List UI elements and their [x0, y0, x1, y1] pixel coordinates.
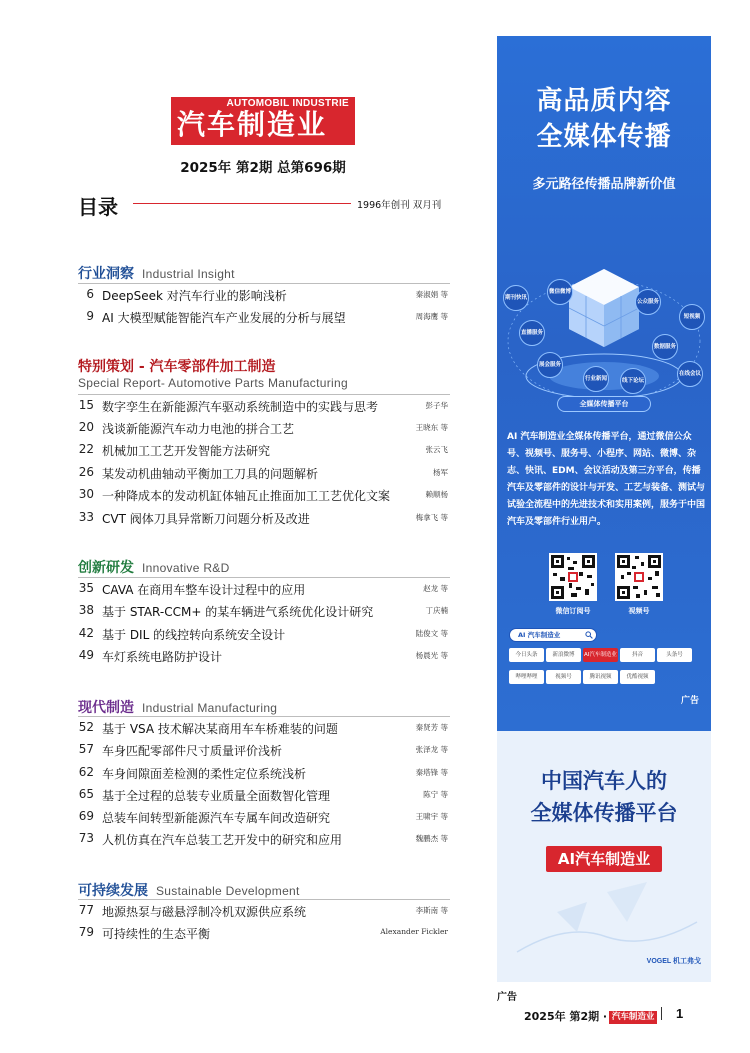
toc-entry[interactable] [78, 420, 450, 438]
qr-caption-video: 视频号 [628, 607, 650, 615]
article-title: 地源热泵与磁悬浮制冷机双源供应系统 [102, 905, 307, 919]
page-number: 52 [78, 720, 94, 734]
ad-mark: 广告 [680, 696, 699, 706]
article-title: 车身匹配零部件尺寸质量评价浅析 [102, 744, 283, 758]
section-title-cn: 创新研发 [78, 560, 134, 576]
toc-entry[interactable] [78, 925, 450, 943]
logo-english: AUTOMOBIL INDUSTRIE [226, 98, 349, 109]
ad-description: AI 汽车制造业全媒体传播平台，通过微信公众号、视频号、服务号、小程序、网站、微博、杂志、快讯、EDM、会议活动及第三方平台，传播汽车及零部件的设计与开发、工艺与装备、测试与试验全流程中的先进技术和实用案例，服务于中国汽车及零部件行业用户。 [507, 432, 706, 527]
page-number: 26 [78, 465, 94, 479]
article-title: 人机仿真在汽车总装工艺开发中的研究和应用 [102, 833, 343, 847]
platform-badge[interactable]: 新浪微博 [546, 648, 581, 662]
page-number: 65 [78, 787, 94, 801]
article-author: 赖顺杨 [425, 490, 448, 499]
page-number-footer: 1 [676, 1006, 684, 1021]
article-title: 总装车间转型新能源汽车专属车间改造研究 [102, 811, 331, 825]
ai-brand-logo: AI汽车制造业 [546, 846, 662, 872]
section-title-en: Industrial Insight [142, 267, 235, 281]
platform-badge[interactable]: 优酷视频 [620, 670, 655, 684]
media-hub-graphic [497, 241, 711, 421]
media-bubble: 直播服务 [519, 320, 545, 346]
section-title-en: Innovative R&D [142, 561, 230, 575]
search-input[interactable]: AI 汽车制造业 [509, 628, 597, 642]
article-author: 秦淑娟 等 [415, 290, 448, 299]
article-title: 可持续性的生态平衡 [102, 927, 211, 941]
toc-entry[interactable] [78, 831, 450, 849]
article-title: 基于 VSA 技术解决某商用车车桥难装的问题 [102, 722, 338, 736]
page-number: 15 [78, 398, 94, 412]
article-author: 秦塔锋 等 [415, 768, 448, 777]
article-title: 基于 DIL 的线控转向系统安全设计 [102, 628, 286, 642]
article-title: 浅谈新能源汽车动力电池的拼合工艺 [102, 422, 295, 436]
page-number: 73 [78, 831, 94, 845]
issue-line: 2025年 第2期 总第696期 [180, 160, 346, 176]
platform-badge[interactable]: 今日头条 [509, 648, 544, 662]
toc-entry[interactable] [78, 398, 450, 416]
platform-badge[interactable]: 头条号 [657, 648, 692, 662]
article-title: 数字孪生在新能源汽车驱动系统制造中的实践与思考 [102, 400, 379, 414]
media-bubble: 展会服务 [537, 352, 563, 378]
page-number: 62 [78, 765, 94, 779]
article-author: 丁庆楠 [425, 606, 448, 615]
article-author: 梅拿飞 等 [415, 513, 448, 522]
article-author: 赵龙 等 [423, 584, 448, 593]
toc-entry[interactable] [78, 309, 450, 327]
section-heading [78, 356, 276, 376]
media-bubble: 短视频 [679, 304, 705, 330]
article-title: CVT 阀体刀具异常断刀问题分析及改进 [102, 512, 310, 526]
page-number: 57 [78, 742, 94, 756]
platform-badge[interactable]: 哔哩哔哩 [509, 670, 544, 684]
toc-entry[interactable] [78, 442, 450, 460]
section-divider [78, 899, 450, 900]
media-bubble: 期刊快讯 [503, 285, 529, 311]
page-number: 33 [78, 510, 94, 524]
qr-icon [549, 553, 597, 601]
ad-headline-line1: 高品质内容 [536, 86, 672, 116]
article-author: 王啸宇 等 [415, 812, 448, 821]
platform-badge[interactable]: 视频号 [546, 670, 581, 684]
media-bubble: 在线会议 [677, 361, 703, 387]
page-number: 69 [78, 809, 94, 823]
page-number: 20 [78, 420, 94, 434]
section-title-en: Industrial Manufacturing [142, 701, 278, 715]
article-author: 杨军 [433, 468, 448, 477]
section-title-cn: 行业洞察 [78, 266, 134, 282]
toc-entry[interactable] [78, 581, 450, 599]
advertisement-banner[interactable] [497, 36, 711, 982]
article-author: 张泽龙 等 [415, 745, 448, 754]
section-title-en: Special Report- Automotive Parts Manufacturing [78, 376, 348, 390]
toc-entry[interactable] [78, 765, 450, 783]
article-author: 陆俊文 等 [415, 629, 448, 638]
platform-badge[interactable]: 腾讯视频 [583, 670, 618, 684]
article-author: 周海鹰 等 [415, 312, 448, 321]
article-title: 车身间隙面差检测的柔性定位系统浅析 [102, 767, 307, 781]
section-heading [78, 557, 230, 577]
article-author: 魏鹏杰 等 [415, 834, 448, 843]
section-heading [78, 697, 277, 717]
article-author: 陈宁 等 [423, 790, 448, 799]
article-title: 基于全过程的总装专业质量全面数智化管理 [102, 789, 331, 803]
magazine-logo [171, 97, 355, 145]
media-bubble: 公众服务 [635, 289, 661, 315]
section-title-cn: 可持续发展 [78, 883, 148, 899]
toc-entry[interactable] [78, 603, 450, 621]
ad-label: 广告 [497, 992, 517, 1003]
footer-issue-text: 2025年 第2期 · [524, 1010, 608, 1023]
toc-entry[interactable] [78, 787, 450, 805]
article-author: 杨晨光 等 [415, 651, 448, 660]
toc-entry[interactable] [78, 720, 450, 738]
section-divider [78, 577, 450, 578]
article-title: CAVA 在商用车整车设计过程中的应用 [102, 583, 306, 597]
footer-divider [661, 1007, 662, 1020]
media-bubble: 微信微博 [547, 279, 573, 305]
logo-chinese: 汽车制造业 [177, 108, 328, 141]
toc-entry[interactable] [78, 648, 450, 666]
qr-icon [615, 553, 663, 601]
article-title: AI 大模型赋能智能汽车产业发展的分析与展望 [102, 311, 346, 325]
ad-tagline-line2: 全媒体传播平台 [530, 801, 678, 825]
ad-subheadline: 多元路径传播品牌新价值 [532, 177, 676, 192]
section-title-en: Sustainable Development [156, 884, 300, 898]
section-divider [78, 394, 450, 395]
founded-note: 1996年创刊 双月刊 [357, 200, 442, 211]
page-number: 9 [86, 309, 94, 323]
page-number: 77 [78, 903, 94, 917]
platform-badges [509, 648, 701, 692]
toc-entry[interactable] [78, 487, 450, 505]
page-number: 35 [78, 581, 94, 595]
toc-entry[interactable] [78, 287, 450, 305]
article-author: 秦贤芳 等 [415, 723, 448, 732]
footer-logo: 汽车制造业 [609, 1011, 657, 1024]
article-author: Alexander Fickler [380, 927, 448, 936]
search-icon [585, 631, 593, 639]
qr-code-video[interactable] [615, 553, 663, 601]
page-number: 38 [78, 603, 94, 617]
article-author: 彭子华 [425, 401, 448, 410]
article-title: 某发动机曲轴动平衡加工刀具的问题解析 [102, 467, 319, 481]
article-title: 车灯系统电路防护设计 [102, 650, 223, 664]
article-author: 李斯南 等 [415, 906, 448, 915]
footer-issue [524, 1008, 657, 1024]
section-divider [78, 716, 450, 717]
section-heading [78, 263, 235, 283]
media-bubble: 数据服务 [652, 334, 678, 360]
toc-entry[interactable] [78, 903, 450, 921]
ad-tagline-line1: 中国汽车人的 [541, 769, 667, 793]
article-author: 王晓东 等 [415, 423, 448, 432]
toc-entry[interactable] [78, 626, 450, 644]
toc-title: 目录 [78, 195, 118, 219]
platform-badge[interactable]: AI汽车制造业 [583, 648, 618, 662]
section-heading [78, 880, 300, 900]
platform-badge[interactable]: 抖音 [620, 648, 655, 662]
qr-caption-wechat: 微信订阅号 [555, 607, 591, 615]
article-title: 一种降成本的发动机缸体轴瓦止推面加工工艺优化文案 [102, 489, 391, 503]
page-number: 6 [86, 287, 94, 301]
section-title-cn: 现代制造 [78, 700, 134, 716]
ad-headline-line2: 全媒体传播 [536, 122, 672, 152]
toc-entry[interactable] [78, 510, 450, 528]
section-title-cn: 特别策划 - 汽车零部件加工制造 [78, 359, 276, 375]
qr-code-wechat[interactable] [549, 553, 597, 601]
article-author: 张云飞 [425, 445, 448, 454]
page-number: 79 [78, 925, 94, 939]
article-title: 机械加工工艺开发智能方法研究 [102, 444, 271, 458]
article-title: DeepSeek 对汽车行业的影响浅析 [102, 289, 287, 303]
page-number: 49 [78, 648, 94, 662]
platform-label: 全媒体传播平台 [557, 396, 651, 412]
article-title: 基于 STAR-CCM+ 的某车辆进气系统优化设计研究 [102, 605, 374, 619]
page-number: 42 [78, 626, 94, 640]
page-number: 30 [78, 487, 94, 501]
media-bubble: 线下论坛 [620, 368, 646, 394]
toc-entry[interactable] [78, 742, 450, 760]
media-bubble: 行业新闻 [583, 366, 609, 392]
vogel-logo: VOGEL 机工弗戈 [646, 958, 701, 965]
toc-entry[interactable] [78, 465, 450, 483]
toc-title-rule [133, 203, 351, 204]
page-number: 22 [78, 442, 94, 456]
toc-entry[interactable] [78, 809, 450, 827]
section-divider [78, 283, 450, 284]
